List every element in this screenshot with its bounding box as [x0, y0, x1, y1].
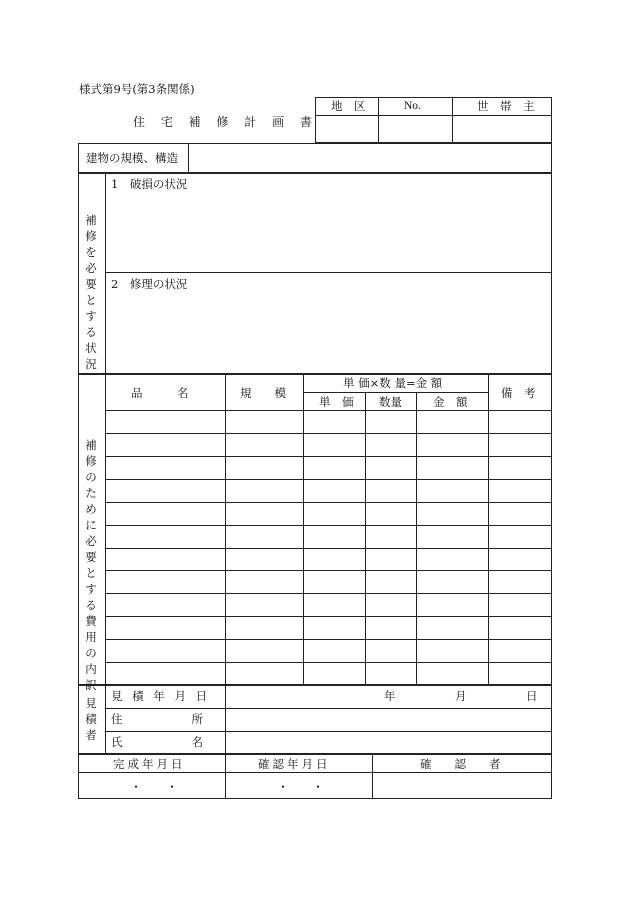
need-section-label: 補修を必要とする状況 — [85, 213, 97, 371]
district-field[interactable] — [316, 116, 378, 142]
item-name-header: 品 名 — [131, 386, 189, 400]
table-row-line — [105, 479, 552, 480]
table-row-line — [105, 639, 552, 640]
repair-status-field[interactable] — [106, 292, 551, 373]
quantity-header: 数量 — [379, 395, 402, 409]
estimate-date-field[interactable] — [226, 686, 551, 708]
no-field[interactable] — [379, 116, 452, 142]
table-row-line — [105, 570, 552, 571]
formula-header: 単 価×数 量=金 額 — [343, 376, 443, 390]
spec-header: 規 模 — [240, 386, 286, 400]
damage-status-label: 1 破損の状況 — [111, 177, 188, 191]
name-field[interactable] — [226, 732, 551, 753]
building-field[interactable] — [189, 144, 551, 172]
repair-status-label: 2 修理の状況 — [111, 277, 188, 291]
amount-header: 金 額 — [433, 395, 468, 409]
estimate-section-label: 見積者 — [85, 696, 97, 742]
table-row-line — [105, 433, 552, 434]
completion-date-dot: ・ — [130, 780, 143, 794]
need-inner-divider — [105, 272, 552, 273]
confirmation-date-dot: ・ — [312, 780, 325, 794]
confirmation-date-header: 確認年月日 — [258, 757, 331, 771]
cost-col-divider-4 — [416, 392, 417, 685]
householder-header: 世 帯 主 — [477, 99, 535, 113]
month-label: 月 — [455, 689, 467, 703]
table-row-line — [105, 456, 552, 457]
confirmer-field[interactable] — [373, 773, 551, 798]
address-label: 住 所 — [111, 712, 203, 726]
table-row-line — [105, 593, 552, 594]
form-title: 住 宅 補 修 計 画 書 — [133, 115, 318, 129]
address-field[interactable] — [226, 709, 551, 731]
table-row-line — [105, 662, 552, 663]
day-label: 日 — [526, 689, 538, 703]
householder-field[interactable] — [453, 116, 551, 142]
confirmation-date-field[interactable] — [226, 773, 372, 798]
remarks-header: 備 考 — [501, 386, 536, 400]
cost-col-divider-3 — [365, 392, 366, 685]
form-number: 様式第9号(第3条関係) — [79, 82, 195, 96]
cost-subheader-divider — [303, 392, 488, 393]
estimate-label-divider — [105, 685, 106, 754]
estimate-date-label: 見 積 年 月 日 — [111, 689, 211, 703]
confirmer-header: 確 認 者 — [420, 757, 501, 771]
completion-date-field[interactable] — [79, 773, 225, 798]
district-header: 地 区 — [331, 99, 366, 113]
building-label: 建物の規模、構造 — [86, 151, 178, 165]
unit-price-header: 単 価 — [319, 395, 354, 409]
confirmation-date-dot: ・ — [277, 780, 290, 794]
table-row-line — [105, 548, 552, 549]
no-header: No. — [404, 100, 421, 112]
cost-section-label: 補修のために必要とする費用の内訳 — [85, 438, 97, 692]
cost-header-bottom — [105, 410, 552, 411]
year-label: 年 — [384, 689, 396, 703]
table-row-line — [105, 525, 552, 526]
table-row-line — [105, 502, 552, 503]
completion-date-header: 完成年月日 — [113, 757, 186, 771]
table-row-line — [105, 616, 552, 617]
damage-status-field[interactable] — [106, 192, 551, 271]
completion-date-dot: ・ — [166, 780, 179, 794]
name-label: 氏 名 — [111, 735, 203, 749]
